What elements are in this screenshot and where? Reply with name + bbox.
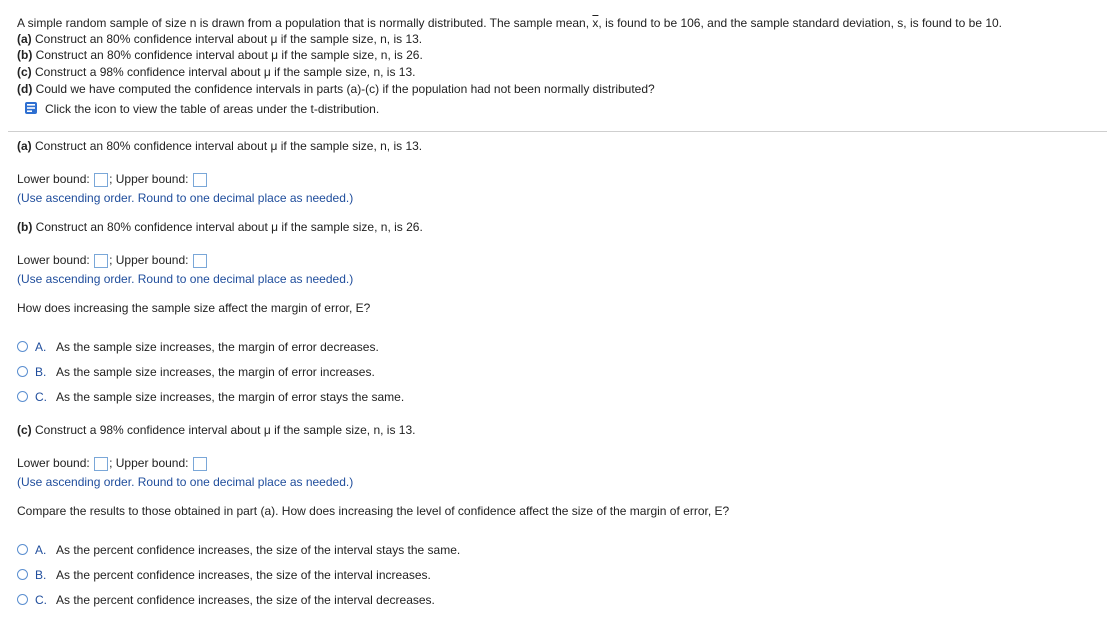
radio-icon[interactable]: [17, 391, 28, 402]
part-c-upper-input[interactable]: [193, 457, 207, 471]
part-a-bounds: Lower bound: ; Upper bound:: [17, 172, 208, 187]
part-a-lower-input[interactable]: [94, 173, 108, 187]
radio-icon[interactable]: [17, 341, 28, 352]
part-b-hint: (Use ascending order. Round to one decimal place as needed.): [17, 272, 354, 286]
part-b-option-c[interactable]: C. As the sample size increases, the margin of error stays the same.: [17, 389, 404, 405]
section-divider: [8, 131, 1107, 132]
part-b-followup: How does increasing the sample size affect the margin of error, E?: [17, 301, 371, 315]
problem-intro: A simple random sample of size n is drawn from a population that is normally distributed. The sample mean, $\overline{x}$, is found to be 106, and the sample standard deviation, s, is found to be 10.: [17, 16, 1003, 30]
problem-part-a: (a) Construct an 80% confidence interval about μ if the sample size, n, is 13.: [17, 32, 423, 46]
book-icon[interactable]: [24, 101, 38, 115]
problem-part-c: (c) Construct a 98% confidence interval about μ if the sample size, n, is 13.: [17, 65, 416, 79]
part-b-question: (b) Construct an 80% confidence interval about μ if the sample size, n, is 26.: [17, 220, 423, 234]
problem-part-d: (d) Could we have computed the confidence intervals in parts (a)-(c) if the population had not been normally distributed?: [17, 82, 655, 96]
part-b-lower-input[interactable]: [94, 254, 108, 268]
part-b-bounds: Lower bound: ; Upper bound:: [17, 253, 208, 268]
part-c-option-a[interactable]: A. As the percent confidence increases, the size of the interval stays the same.: [17, 542, 460, 558]
problem-part-b: (b) Construct an 80% confidence interval about μ if the sample size, n, is 26.: [17, 48, 423, 62]
table-link-text[interactable]: Click the icon to view the table of areas under the t-distribution.: [45, 102, 380, 116]
radio-icon[interactable]: [17, 569, 28, 580]
radio-icon[interactable]: [17, 544, 28, 555]
part-c-followup: Compare the results to those obtained in part (a). How does increasing the level of confidence affect the size of the margin of error, E?: [17, 504, 730, 518]
part-c-question: (c) Construct a 98% confidence interval about μ if the sample size, n, is 13.: [17, 423, 416, 437]
part-a-question: (a) Construct an 80% confidence interval about μ if the sample size, n, is 13.: [17, 139, 423, 153]
part-b-option-a[interactable]: A. As the sample size increases, the margin of error decreases.: [17, 339, 379, 355]
part-c-lower-input[interactable]: [94, 457, 108, 471]
part-c-bounds: Lower bound: ; Upper bound:: [17, 456, 208, 471]
part-a-upper-input[interactable]: [193, 173, 207, 187]
radio-icon[interactable]: [17, 366, 28, 377]
part-c-option-b[interactable]: B. As the percent confidence increases, the size of the interval increases.: [17, 567, 431, 583]
radio-icon[interactable]: [17, 594, 28, 605]
part-c-option-c[interactable]: C. As the percent confidence increases, the size of the interval decreases.: [17, 592, 435, 608]
part-c-hint: (Use ascending order. Round to one decimal place as needed.): [17, 475, 354, 489]
part-b-upper-input[interactable]: [193, 254, 207, 268]
part-a-hint: (Use ascending order. Round to one decimal place as needed.): [17, 191, 354, 205]
xbar-symbol: $\overline{x}$: [592, 16, 599, 30]
part-b-option-b[interactable]: B. As the sample size increases, the margin of error increases.: [17, 364, 375, 380]
